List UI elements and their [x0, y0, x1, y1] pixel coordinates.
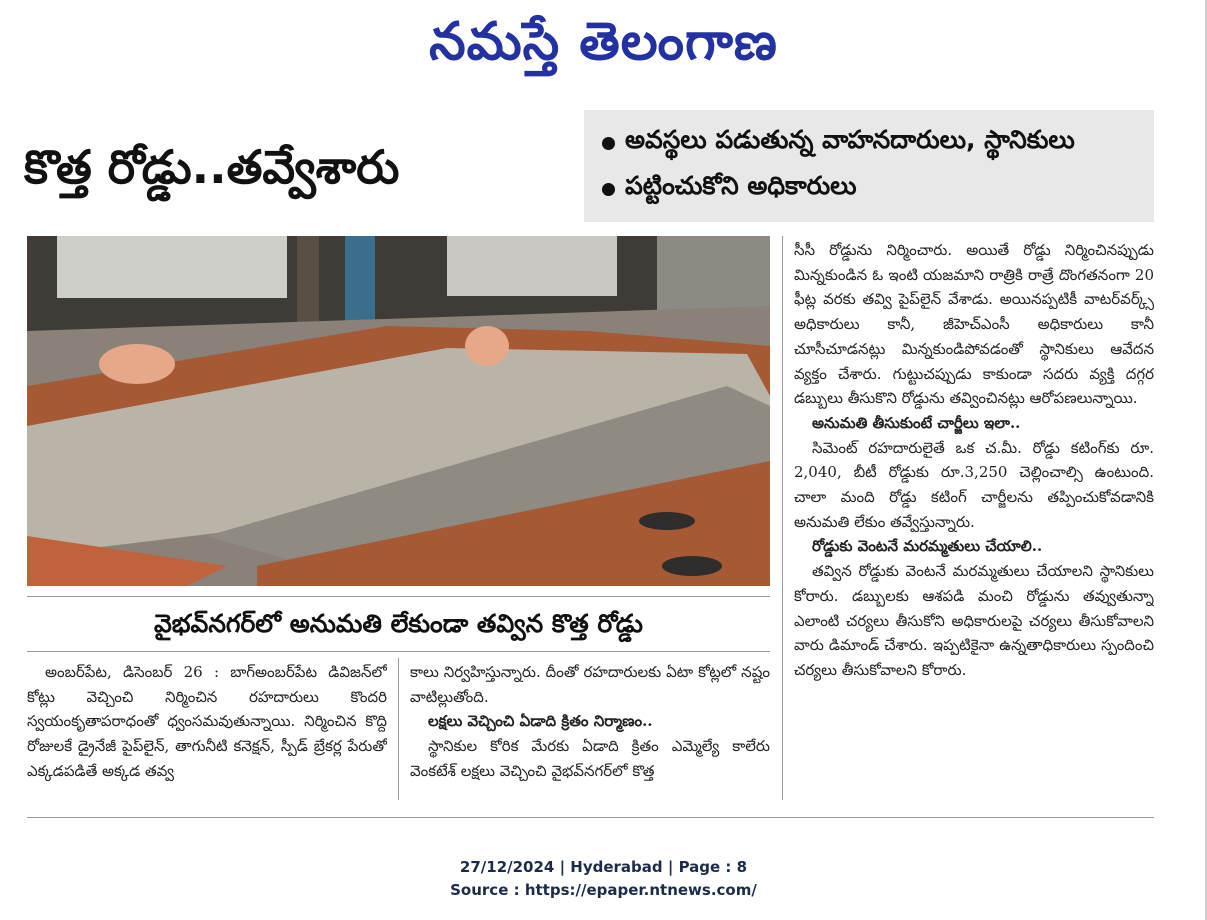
- dug-up-road-photo: [27, 236, 770, 586]
- article-column-1: [27, 660, 387, 804]
- article-paragraph: సీసీ రోడ్డును నిర్మించారు. అయితే రోడ్డు నిర్మించినప్పుడు మిన్నకుండిన ఓ ఇంటి యజమాని రాత్రికి రాత్రే దొంగతనంగా 20 ఫీట్ల వరకు తవ్వి పైప్‌లైన్ వేశాడు. అయినప్పటికీ వాటర్‌వర్క్స్ అధికారులు కానీ, జీహెచ్‌ఎంసీ అధికారులు కానీ చూసీచూడనట్లు మిన్నకుండిపోవడంతో స్థానికులు ఆవేదన వ్యక్తం చేశారు. గుట్టుచప్పుడు కాకుండా సదరు వ్యక్తి దగ్గర డబ్బులు తీసుకొని రోడ్డును తవ్వించినట్లు ఆరోపణలున్నాయి.: [794, 241, 1154, 408]
- photo-caption: వైభవ్‌నగర్‌లో అనుమతి లేకుండా తవ్విన కొత్త రోడ్డు: [154, 609, 643, 638]
- subheadline-bullet: [602, 166, 1136, 212]
- bullet-dot-icon: [602, 137, 615, 150]
- article-paragraph: కాలు నిర్వహిస్తున్నారు. దీంతో రహదారులకు ఏటా కోట్లలో నష్టం వాటిల్లుతోంది.: [410, 663, 770, 706]
- subheadline-text: అవస్థలు పడుతున్న వాహనదారులు, స్థానికులు: [625, 125, 1075, 154]
- source-link[interactable]: Source : https://epaper.ntnews.com/: [450, 881, 757, 899]
- article-column-2: [410, 660, 770, 804]
- article-subheading: అనుమతి తీసుకుంటే చార్జీలు ఇలా..: [812, 413, 1021, 432]
- article-paragraph: సిమెంట్ రహదారులైతే ఒక చ.మీ. రోడ్డు కటింగ్‌కు రూ. 2,040, బీటీ రోడ్డుకు రూ.3,250 చెల్లించాల్సి ఉంటుంది. చాలా మంది రోడ్డు కటింగ్ చార్జీలను తప్పించుకోవడానికి అనుమతి లేకుం తవ్వేస్తున్నారు.: [794, 438, 1154, 531]
- column-divider: [398, 658, 399, 800]
- edition-info: 27/12/2024 | Hyderabad | Page : 8: [459, 858, 748, 876]
- subheadline-bullet: [602, 120, 1136, 166]
- subheadline-text: పట్టించుకోని అధికారులు: [625, 171, 857, 200]
- article-bottom-divider: [27, 817, 1154, 818]
- caption-top-divider: [27, 596, 770, 597]
- bullet-dot-icon: [602, 183, 615, 196]
- article-paragraph: అంబర్‌పేట, డిసెంబర్ 26 : బాగ్‌అంబర్‌పేట డివిజన్‌లో కోట్లు వెచ్చించి నిర్మించిన రహదారులు కొందరి స్వయంకృతాపరాధంతో ధ్వంసమవుతున్నాయి. నిర్మించిన కొద్ది రోజులకే డ్రైనేజీ పైప్‌లైన్, తాగునీటి కనెక్షన్, స్పీడ్ బ్రేకర్ల పేరుతో ఎక్కడపడితే అక్కడ తవ్వ: [27, 663, 387, 780]
- article-column-3: [794, 238, 1154, 804]
- article-subheading: లక్షలు వెచ్చించి ఏడాది క్రితం నిర్మాణం..: [428, 712, 653, 731]
- article-subheading: రోడ్డుకు వెంటనే మరమ్మతులు చేయాలి..: [812, 537, 1043, 556]
- subheadline-box: [584, 110, 1154, 222]
- article-headline: కొత్త రోడ్డు..తవ్వేశారు: [24, 140, 400, 194]
- article-paragraph: స్థానికుల కోరిక మేరకు ఏడాది క్రితం ఎమ్మెల్యే కాలేరు వెంకటేశ్ లక్షలు వెచ్చించి వైభవ్‌నగర్‌లో కొత్త: [410, 737, 770, 780]
- column-divider: [782, 236, 783, 800]
- caption-bottom-divider: [27, 651, 770, 652]
- newspaper-masthead: నమస్తే తెలంగాణ: [429, 12, 778, 72]
- article-paragraph: తవ్విన రోడ్డుకు వెంటనే మరమ్మతులు చేయాలని స్థానికులు కోరారు. డబ్బులకు ఆశపడి మంచి రోడ్డును తవ్వుతున్నా ఎలాంటి చర్యలు తీసుకోని అధికారులపై చర్యలు తీసుకోవాలని వారు డిమాండ్ చేశారు. ఇప్పటికైనా ఉన్నతాధికారులు స్పందించి చర్యలు తీసుకోవాలని కోరారు.: [794, 562, 1154, 679]
